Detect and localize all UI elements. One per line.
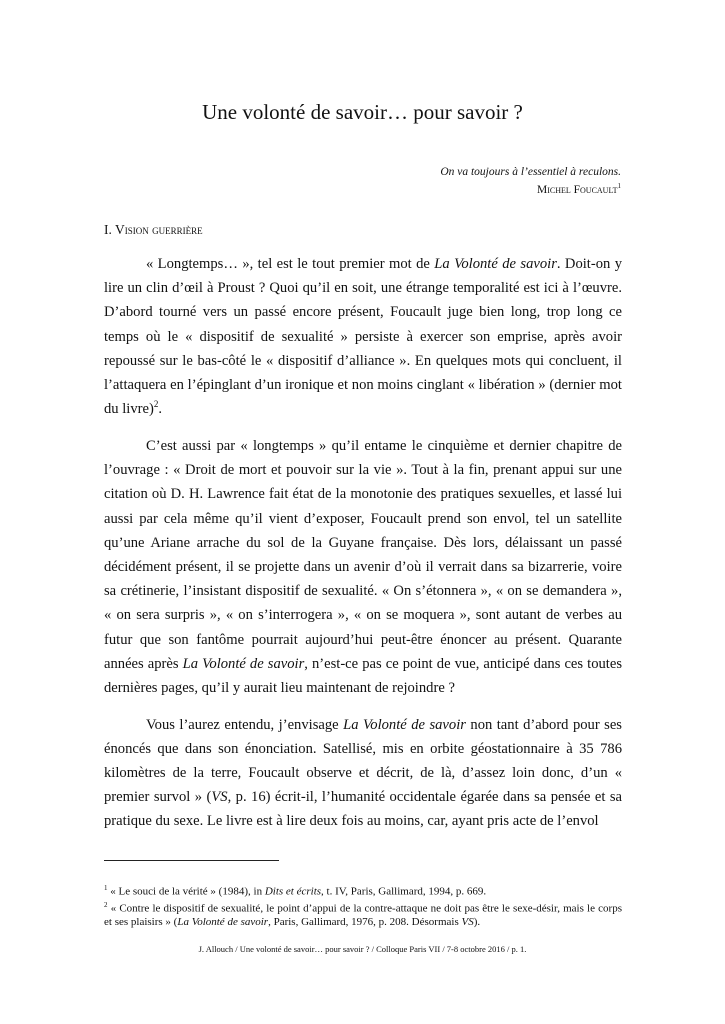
- book-title: Dits et écrits: [264, 885, 322, 898]
- footnote-ref-2[interactable]: 2: [153, 399, 159, 410]
- section-number: I.: [104, 222, 112, 237]
- text-run: « Contre le dispositif de sexualité, le point d’appui de la contre-attaque ne doit pas être le sexe-désir, mais le corps et ses plaisirs » (: [104, 902, 622, 929]
- text-run: « Le souci de la vérité » (1984), in: [107, 885, 265, 898]
- text-run: « Longtemps… », tel est le tout premier mot de: [146, 256, 435, 272]
- text-run: C’est aussi par « longtemps » qu’il entame le cinquième et dernier chapitre de l’ouvrage : « Droit de mort et pouvoir sur la vie ». Tout à la fin, prenant appui sur une citation où D. H. Lawrence fait état de la monotonie des pratiques sexuelles, et lassé lui aussi par cela même qu’il vient d’exposer, Foucault prend son envol, tel un satellite qu’une Ariane arrache du sol de la Guyane française. Dès lors, délaissant un passé décidément présent, il se projette dans un avenir d’où il verrait dans sa bizarrerie, voire sa crétinerie, l’insistant dispositif de sexualité. « On s’étonnera », « on se demandera », « on sera surpris », « on s’interrogera », « on se moquera », sont autant de verbes au futur que son fantôme pourrait aujourd’hui peut-être énoncer au présent. Quarante années après: [104, 437, 622, 672]
- text-run: , n’est-ce pas ce point de vue, anticipé dans ces toutes dernières pages, qu’il y aurait lieu maintenant de rejoindre ?: [104, 655, 623, 696]
- footnote-2: [104, 899, 622, 930]
- footnote-number: 1: [104, 884, 108, 892]
- footnotes: [104, 882, 622, 930]
- epigraph-quote: On va toujours à l’essentiel à reculons.: [440, 166, 621, 178]
- section-heading: [104, 222, 203, 238]
- book-title: La Volonté de savoir: [434, 256, 557, 272]
- text-run: , Paris, Gallimard, 1976, p. 208. Désormais: [268, 916, 462, 929]
- footnote-1: [104, 882, 622, 899]
- body-text: [104, 252, 622, 846]
- page-footer: J. Allouch / Une volonté de savoir… pour savoir ? / Colloque Paris VII / 7-8 octobre 2016 / p. 1.: [198, 944, 527, 954]
- text-run: non tant d’abord pour ses énoncés que dans son énonciation. Satellisé, mis en orbite géostationnaire à 35 786 kilomètres de la terre, Foucault observe et décrit, de là, d’assez loin donc, d’un « premier survol » (: [104, 716, 622, 806]
- page-title: Une volonté de savoir… pour savoir ?: [202, 100, 523, 124]
- paragraph-3: [104, 713, 622, 834]
- text-run: .: [158, 401, 163, 418]
- text-run: ).: [473, 916, 481, 929]
- footnote-number: 2: [104, 901, 108, 910]
- text-run: , t. IV, Paris, Gallimard, 1994, p. 669.: [321, 885, 487, 898]
- text-run: Vous l’aurez entendu, j’envisage: [146, 716, 344, 733]
- section-title: Vision guerrière: [115, 222, 203, 237]
- paragraph-2: [104, 434, 622, 700]
- text-run: . Doit-on y lire un clin d’œil à Proust ? Quoi qu’il en soit, une étrange temporalité est ici à l’œuvre. D’abord tourné vers un passé encore présent, Foucault juge bien long, trop long ce temps où le « dispositif de sexualité » persiste à exercer son emprise, après avoir repoussé sur le bas-côté le « dispositif d’alliance ». En quelques mots qui concluent, il l’attaquera en l’épinglant d’un ironique et non moins cinglant « libération » (dernier mot du livre): [104, 256, 622, 418]
- book-abbrev: VS: [461, 916, 474, 929]
- epigraph-attribution: [440, 179, 621, 197]
- paragraph-1: [104, 252, 622, 421]
- epigraph-author: Michel Foucault: [536, 183, 618, 196]
- text-run: , p. 16) écrit-il, l’humanité occidentale égarée dans sa pensée et sa pratique du sexe. Le livre est à lire deux fois au moins, car, ayant pris acte de l’envol: [104, 789, 622, 830]
- footnote-separator: [104, 860, 279, 861]
- footnote-ref-1[interactable]: 1: [617, 182, 621, 190]
- book-title: La Volonté de savoir: [343, 716, 466, 733]
- book-title: La Volonté de savoir: [182, 655, 305, 672]
- book-abbrev: VS: [211, 789, 228, 806]
- book-title: La Volonté de savoir: [177, 916, 269, 929]
- epigraph: [440, 165, 621, 197]
